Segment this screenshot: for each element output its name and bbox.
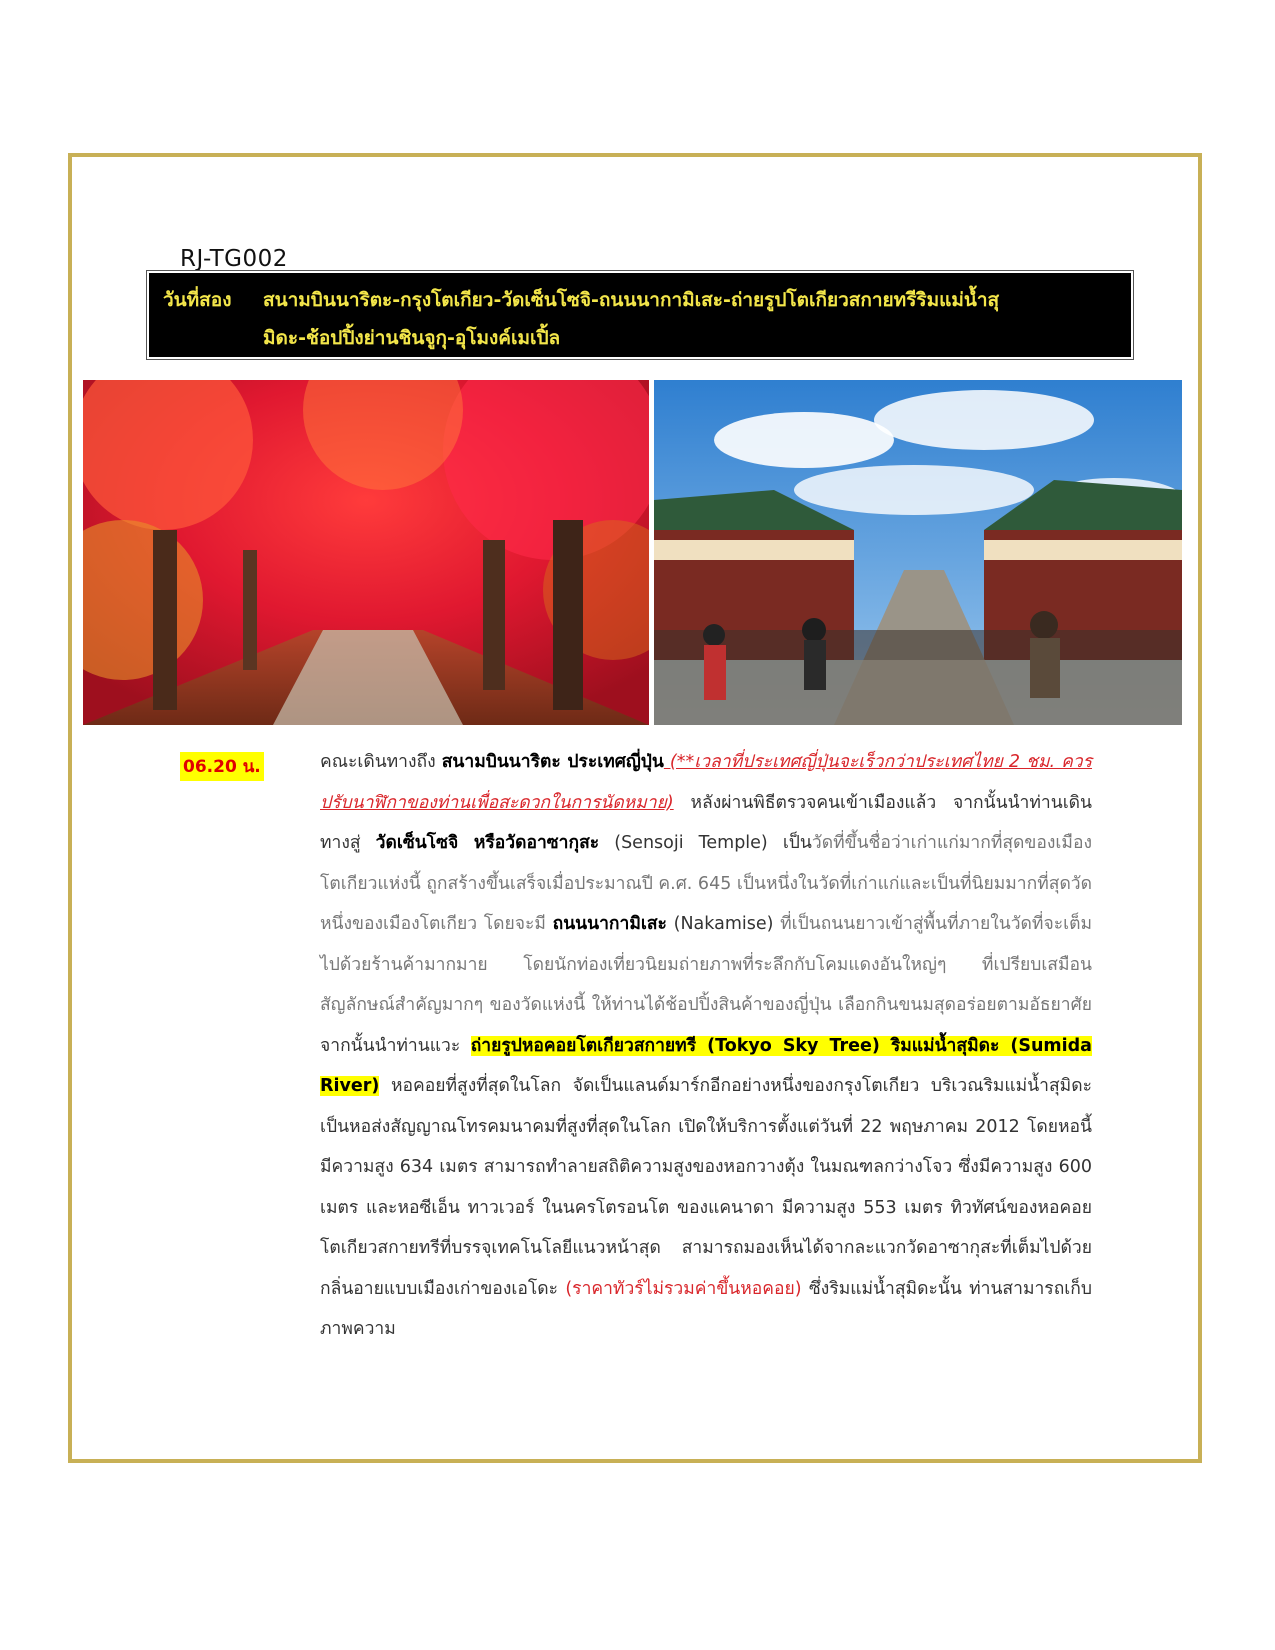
- itinerary-time: 06.20 น.: [180, 752, 264, 781]
- text-nakamise-name: ถนนนากามิเสะ: [552, 914, 667, 934]
- text-price-note: (ราคาทัวร์ไม่รวมค่าขึ้นหอคอย): [565, 1278, 802, 1299]
- text-sensoji-desc: วัดที่ขึ้นชื่อว่าเก่าแก่มากที่สุดของเมืองโตเกียวแห่งนี้ ถูกสร้างขึ้นเสร็จเมื่อประมาณปี ค.ศ. 645 เป็นหนึ่งในวัดที่เก่าแก่และเป็นที่นิยมมากที่สุดวัดหนึ่งของเมืองโตเกียว โดยจะมี: [320, 833, 1092, 934]
- day-header-banner: [149, 273, 1131, 357]
- text-arrival: คณะเดินทางถึง: [320, 752, 442, 772]
- text-to-sensoji: หลังผ่านพิธีตรวจคนเข้าเมืองแล้ว จากนั้นนำท่านเดินทางสู่: [320, 792, 1092, 853]
- text-sensoji-name: วัดเซ็นโซจิ หรือวัดอาซากุสะ: [375, 833, 600, 853]
- itinerary-description: [320, 742, 1092, 1350]
- day-label: วันที่สอง: [163, 289, 232, 311]
- text-skytree-highlight: ถ่ายรูปหอคอยโตเกียวสกายทรี (Tokyo Sky Tree) ริมแม่น้ำสุมิดะ (Sumida River): [320, 1035, 1092, 1096]
- text-sumida-continue: ซึ่งริมแม่น้ำสุมิดะนั้น ท่านสามารถเก็บภาพความ: [320, 1278, 1092, 1339]
- tour-code: RJ-TG002: [180, 246, 288, 272]
- text-then-stop: จากนั้นนำท่านแวะ: [320, 1035, 471, 1056]
- day-title-line-2: มิดะ-ช้อปปิ้งย่านชินจูกุ-อุโมงค์เมเปิ้ล: [263, 327, 561, 349]
- text-skytree-desc: หอคอยที่สูงที่สุดในโลก จัดเป็นแลนด์มาร์กอีกอย่างหนึ่งของกรุงโตเกียว บริเวณริมแม่น้ำสุมิดะ เป็นหอส่งสัญญาณโทรคมนาคมที่สูงที่สุดในโลก เปิดให้บริการตั้งแต่วันที่ 22 พฤษภาคม 2012 โดยหอนี้มีความสูง 634 เมตร สามารถทำลายสถิติความสูงของหอกวางตุ้ง ในมณฑลกว่างโจว ซึ่งมีความสูง 600 เมตร และหอซีเอ็น ทาวเวอร์ ในนครโตรอนโต ของแคนาดา มีความสูง 553 เมตร ทิวทัศน์ของหอคอยโตเกียวสกายทรีที่บรรจุเทคโนโลยีแนวหน้าสุด สามารถมองเห็นได้จากละแวกวัดอาซากุสะที่เต็มไปด้วยกลิ่นอายแบบเมืองเก่าของเอโดะ: [320, 1076, 1092, 1299]
- nakamise-street-photo: [654, 380, 1182, 725]
- text-sensoji-en: (Sensoji Temple) เป็น: [599, 833, 812, 853]
- day-title-line-1: สนามบินนาริตะ-กรุงโตเกียว-วัดเซ็นโซจิ-ถนนนากามิเสะ-ถ่ายรูปโตเกียวสกายทรีริมแม่น้ำสุ: [263, 289, 1000, 311]
- text-narita-airport: สนามบินนาริตะ ประเทศญี่ปุ่น: [441, 752, 664, 772]
- text-time-note: (**เวลาที่ประเทศญี่ปุ่นจะเร็วกว่าประเทศไทย 2 ชม. ควรปรับนาฬิกาของท่านเพื่อสะดวกในการนัดหมาย): [320, 752, 1093, 813]
- maple-tunnel-photo: [83, 380, 649, 725]
- text-nakamise-desc: ที่เป็นถนนยาวเข้าสู่พื้นที่ภายในวัดที่จะเต็มไปด้วยร้านค้ามากมาย โดยนักท่องเที่ยวนิยมถ่ายภาพที่ระลึกกับโคมแดงอันใหญ่ๆ ที่เปรียบเสมือนสัญลักษณ์สำคัญมากๆ ของวัดแห่งนี้ ให้ท่านได้ช้อปปิ้งสินค้าของญี่ปุ่น เลือกกินขนมสุดอร่อยตามอัธยาศัย: [320, 914, 1092, 1015]
- text-nakamise-en: (Nakamise): [666, 914, 774, 934]
